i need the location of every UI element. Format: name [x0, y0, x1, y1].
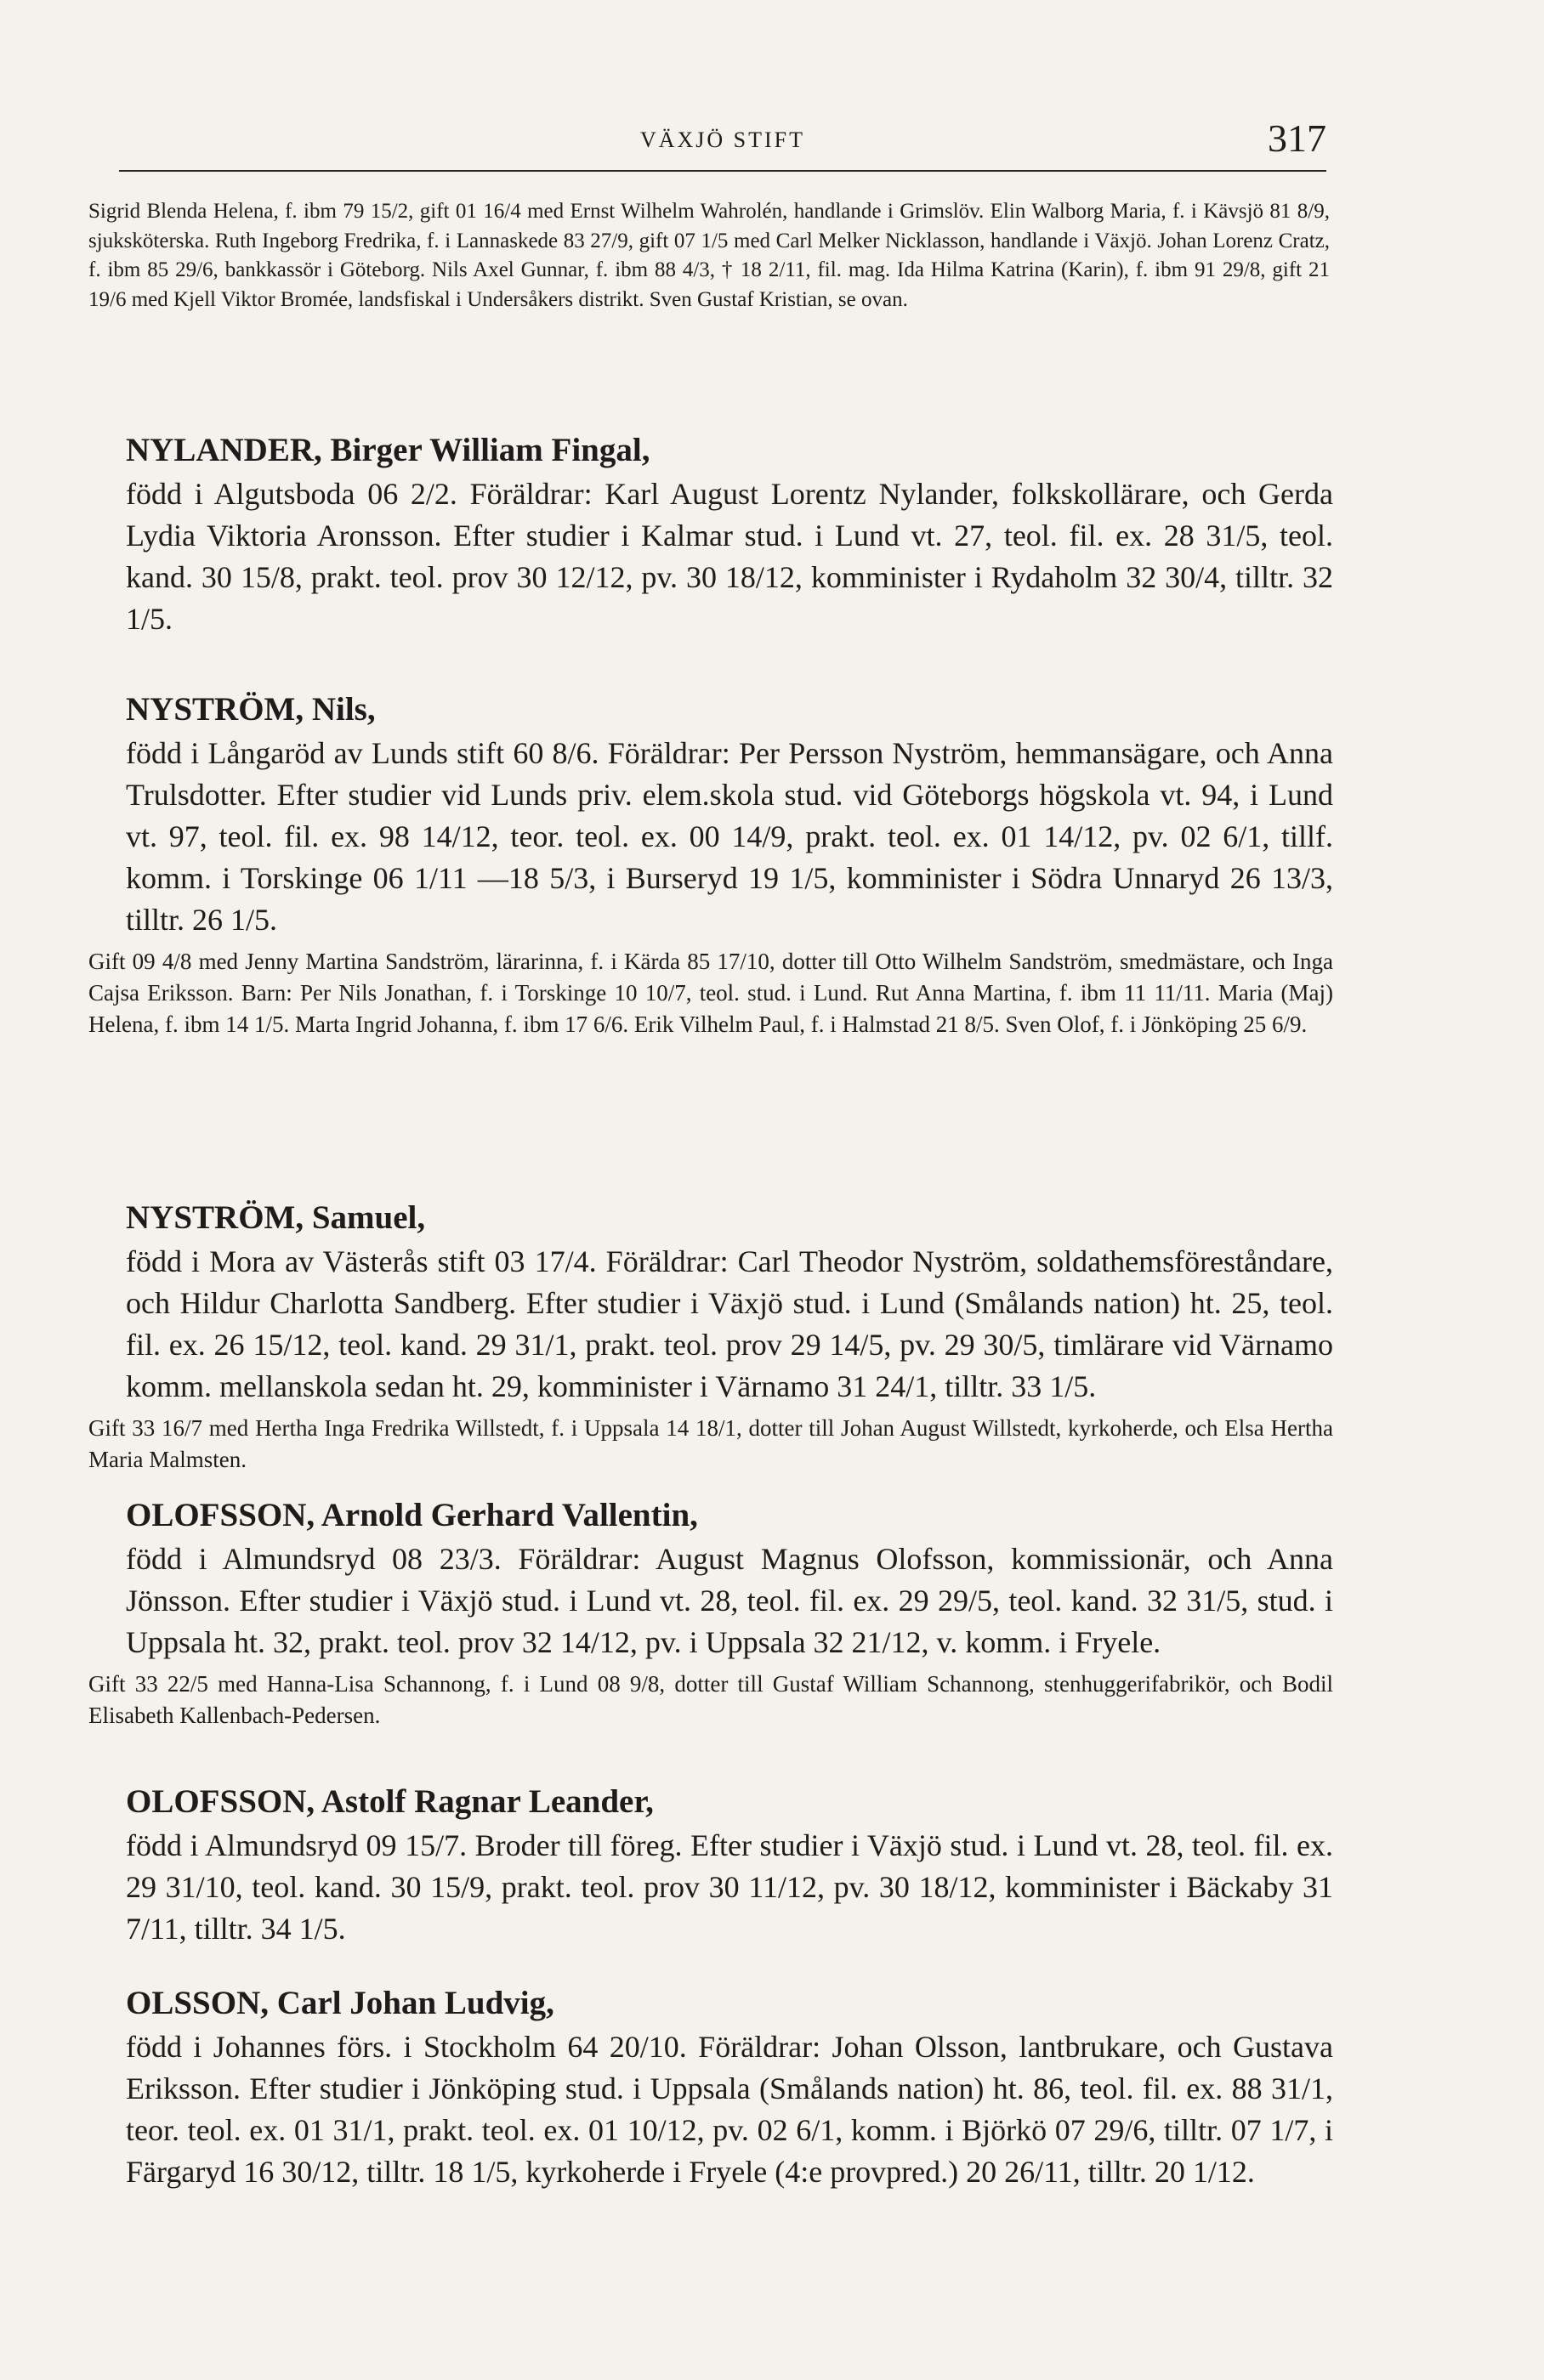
- entry-name: NYSTRÖM, Samuel,: [126, 1199, 426, 1236]
- running-title: VÄXJÖ STIFT: [639, 128, 806, 152]
- entry-body: född i Långaröd av Lunds stift 60 8/6. Föräldrar: Per Persson Nyström, hemmansägare, och Anna Trulsdotter. Efter studier vid Lunds priv. elem.skola stud. vid Göteborgs högskola vt. 94, i Lund vt. 97, teol. fil. ex. 98 14/12, teor. teol. ex. 00 14/9, prakt. teol. ex. 01 14/12, pv. 02 6/1, tillf. komm. i Torskinge 06 1/11 —18 5/3, i Burseryd 19 1/5, komminister i Södra Unnaryd 26 13/3, tilltr. 26 1/5.: [126, 736, 1333, 937]
- entry-name: NYSTRÖM, Nils,: [126, 691, 376, 728]
- entry-body: född i Almundsryd 09 15/7. Broder till föreg. Efter studier i Växjö stud. i Lund vt. 28, teol. fil. ex. 29 31/10, teol. kand. 30 15/9, prakt. teol. prov 30 11/12, pv. 30 18/12, komminister i Bäckaby 31 7/11, tilltr. 34 1/5.: [126, 1828, 1333, 1946]
- entry-name: OLSSON, Carl Johan Ludvig,: [126, 1985, 554, 2021]
- entry-olsson-carl: [126, 1982, 1333, 2193]
- intro-paragraph: Sigrid Blenda Helena, f. ibm 79 15/2, gift 01 16/4 med Ernst Wilhelm Wahrolén, handlande i Grimslöv. Elin Walborg Maria, f. i Kävsjö 81 8/9, sjuksköterska. Ruth Ingeborg Fredrika, f. i Lannaskede 83 27/9, gift 07 1/5 med Carl Melker Nicklasson, handlande i Växjö. Johan Lorenz Cratz, f. ibm 85 29/6, bankkassör i Göteborg. Nils Axel Gunnar, f. ibm 88 4/3, † 18 2/11, fil. mag. Ida Hilma Katrina (Karin), f. ibm 91 29/8, gift 21 19/6 med Kjell Viktor Bromée, landsfiskal i Undersåkers distrikt. Sven Gustaf Kristian, se ovan.: [88, 200, 1330, 311]
- entry-nystrom-samuel: [88, 1197, 1333, 1476]
- entry-family: Gift 33 16/7 med Hertha Inga Fredrika Willstedt, f. i Uppsala 14 18/1, dotter till Johan August Willstedt, kyrkoherde, och Elsa Hertha Maria Malmsten.: [88, 1415, 1333, 1472]
- entry-body: född i Algutsboda 06 2/2. Föräldrar: Karl August Lorentz Nylander, folkskollärare, och Gerda Lydia Viktoria Aronsson. Efter studier i Kalmar stud. i Lund vt. 27, teol. fil. ex. 28 31/5, teol. kand. 30 15/8, prakt. teol. prov 30 12/12, pv. 30 18/12, komminister i Rydaholm 32 30/4, tilltr. 32 1/5.: [126, 477, 1333, 636]
- entry-body: född i Mora av Västerås stift 03 17/4. Föräldrar: Carl Theodor Nyström, soldathemsföreståndare, och Hildur Charlotta Sandberg. Efter studier i Växjö stud. i Lund (Smålands nation) ht. 25, teol. fil. ex. 26 15/12, teol. kand. 29 31/1, prakt. teol. prov 29 14/5, pv. 29 30/5, timlärare vid Värnamo komm. mellanskola sedan ht. 29, komminister i Värnamo 31 24/1, tilltr. 33 1/5.: [126, 1244, 1333, 1403]
- entry-name: NYLANDER, Birger William Fingal,: [126, 432, 650, 468]
- entry-family: Gift 09 4/8 med Jenny Martina Sandström, lärarinna, f. i Kärda 85 17/10, dotter till Otto Wilhelm Sandström, smedmästare, och Inga Cajsa Eriksson. Barn: Per Nils Jonathan, f. i Torskinge 10 10/7, teol. stud. i Lund. Rut Anna Martina, f. ibm 11 11/11. Maria (Maj) Helena, f. ibm 14 1/5. Marta Ingrid Johanna, f. ibm 17 6/6. Erik Vilhelm Paul, f. i Halmstad 21 8/5. Sven Olof, f. i Jönköping 25 6/9.: [88, 949, 1333, 1037]
- entry-nystrom-nils: [88, 688, 1333, 1040]
- entry-body: född i Johannes förs. i Stockholm 64 20/10. Föräldrar: Johan Olsson, lantbrukare, och Gustava Eriksson. Efter studier i Jönköping stud. i Uppsala (Smålands nation) ht. 86, teol. fil. ex. 88 31/1, teor. teol. ex. 01 31/1, prakt. teol. ex. 01 10/12, pv. 02 6/1, komm. i Björkö 07 29/6, tilltr. 07 1/7, i Färgaryd 16 30/12, tilltr. 18 1/5, kyrkoherde i Fryele (4:e provpred.) 20 26/11, tilltr. 20 1/12.: [126, 2030, 1333, 2189]
- entry-body: född i Almundsryd 08 23/3. Föräldrar: August Magnus Olofsson, kommissionär, och Anna Jönsson. Efter studier i Växjö stud. i Lund vt. 28, teol. fil. ex. 29 29/5, teol. kand. 32 31/5, stud. i Uppsala ht. 32, prakt. teol. prov 32 14/12, pv. i Uppsala 32 21/12, v. komm. i Fryele.: [126, 1542, 1333, 1659]
- page-header: [119, 116, 1326, 172]
- entry-family: Gift 33 22/5 med Hanna-Lisa Schannong, f. i Lund 08 9/8, dotter till Gustaf William Schannong, stenhuggerifabrikör, och Bodil Elisabeth Kallenbach-Pedersen.: [88, 1671, 1333, 1728]
- entry-name: OLOFSSON, Astolf Ragnar Leander,: [126, 1783, 654, 1820]
- entry-olofsson-astolf: [126, 1781, 1333, 1950]
- entry-olofsson-arnold: [88, 1494, 1333, 1731]
- entry-nylander: [126, 429, 1333, 640]
- page-number: 317: [1268, 116, 1326, 160]
- entry-name: OLOFSSON, Arnold Gerhard Vallentin,: [126, 1497, 698, 1533]
